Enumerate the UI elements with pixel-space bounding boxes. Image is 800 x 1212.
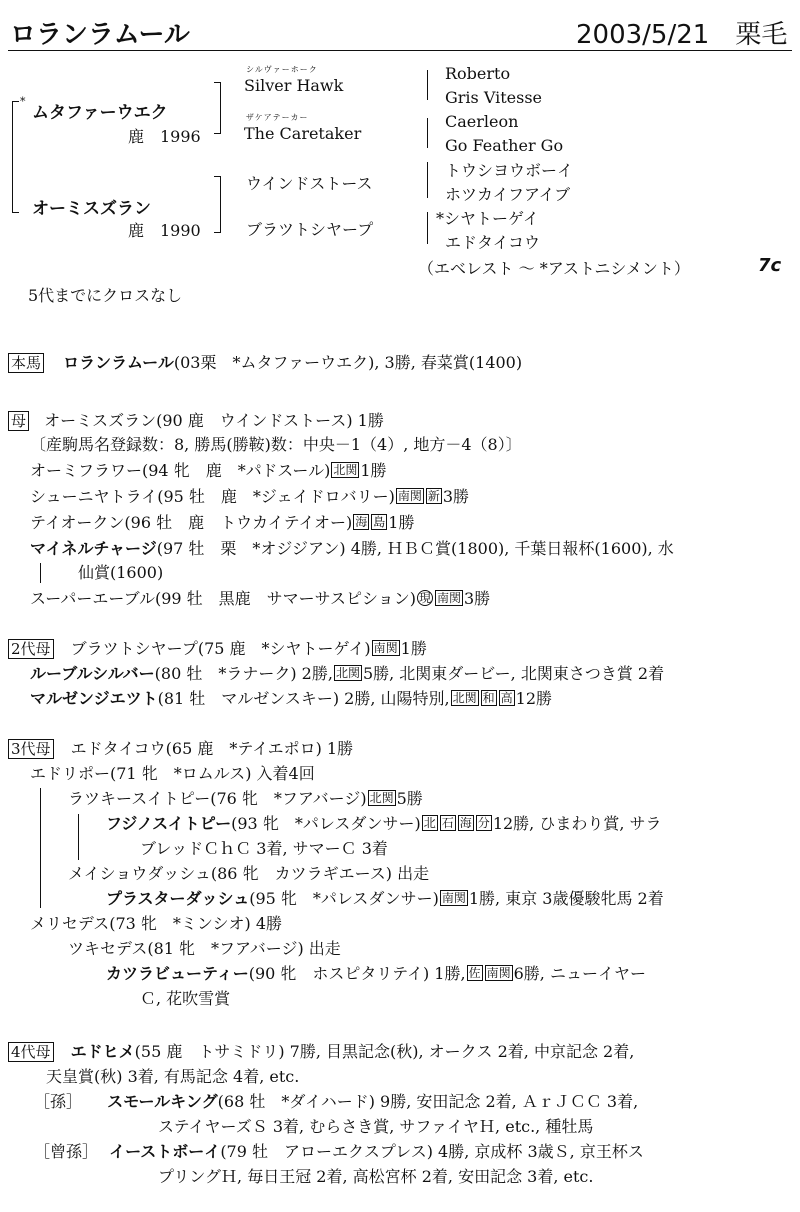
dam-info: 鹿 1990	[128, 221, 201, 240]
brace-gen3	[427, 70, 428, 100]
sire-name: ムタファーウエク	[32, 103, 168, 123]
mother-line	[8, 409, 384, 433]
honba-rest: (03栗 *ムタファーウエク), 3勝, 春菜賞(1400)	[173, 353, 523, 372]
gen2-name: ウインドストース	[246, 174, 373, 193]
dam3-l3-text: (93 牝 *パレスダンサー)	[231, 814, 421, 833]
brace-gen2-dam	[214, 176, 221, 233]
dam3-l5-bold: プラスターダッシュ	[106, 889, 250, 908]
offspring-text: テイオークン(96 牡 鹿 トウカイテイオー)	[30, 513, 353, 532]
region-mark: 南関	[397, 489, 422, 503]
brace-gen3	[427, 118, 428, 148]
greatgrandchild-label: ［曾孫］	[34, 1142, 99, 1161]
greatgrandchild-cont: プリングＨ, 毎日王冠 2着, 高松宮杯 2着, 安田記念 3着, etc.	[158, 1167, 594, 1186]
gen3-name: Gris Vitesse	[445, 88, 543, 107]
offspring-text: (97 牡 栗 *オジジアン) 4勝, ＨＢＣ賞(1800), 千葉日報杯(1600), 水	[156, 539, 674, 558]
horse-name: ロランラムール	[10, 20, 190, 50]
dam-name: オーミスズラン	[32, 199, 151, 219]
region-mark: 分	[477, 816, 490, 830]
cross-note: 5代までにクロスなし	[28, 286, 183, 305]
dam3-l6: メリセデス(73 牝 *ミンシオ) 4勝	[30, 914, 282, 933]
dam3-l3-cont: ブレッドＣｈＣ 3着, サマーＣ 3着	[140, 839, 388, 858]
dam3-l8	[106, 962, 646, 986]
grandchild-cont: ステイヤーズＳ 3着, むらさき賞, サファイヤＨ, etc., 種牡馬	[158, 1117, 594, 1136]
dam3-l3-bold: フジノスイトピー	[106, 814, 232, 833]
dam3-l8-bold: カツラビューティー	[106, 964, 249, 983]
gen2-ruby: シルヴァーホーク	[246, 65, 318, 74]
mother-text: オーミスズラン(90 鹿 ウインドストース) 1勝	[44, 411, 384, 430]
brace-gen1	[12, 101, 19, 213]
dam3-l2-text: ラツキースイトピー(76 牝 *フアバージ)	[68, 789, 367, 808]
label-mother: 母	[8, 411, 29, 431]
grandchild-bold: スモールキング	[107, 1092, 218, 1111]
label-dam4: 4代母	[8, 1042, 54, 1062]
region-mark: 海	[355, 515, 368, 529]
gen3-name: トウシヨウボーイ	[445, 161, 574, 180]
offspring-row	[30, 459, 387, 483]
dam3-l2	[68, 787, 423, 811]
grandchild-label: ［孫］	[34, 1092, 83, 1111]
dam4-text: (55 鹿 トサミドリ) 7勝, 目黒記念(秋), オークス 2着, 中京記念 2着,	[134, 1042, 635, 1061]
descendant-bar	[40, 788, 41, 908]
region-mark: 現	[418, 591, 431, 605]
brace-gen3	[427, 162, 428, 198]
header-rule	[8, 50, 792, 51]
mother-reg: 〔産駒馬名登録数：8, 勝馬(勝鞍)数：中央－1（4）, 地方－4（8）〕	[30, 435, 522, 454]
label-dam2: 2代母	[8, 639, 54, 659]
gen3-name: Caerleon	[445, 112, 519, 131]
brace-gen3	[427, 212, 428, 244]
family-line: （エベレスト ～ *アストニシメント）	[418, 259, 690, 278]
offspring-row	[30, 511, 414, 535]
offspring-bold: マイネルチャージ	[30, 539, 157, 558]
sire-info: 鹿 1996	[128, 127, 201, 146]
dam2-line	[8, 637, 427, 661]
descendant-bar	[78, 814, 79, 860]
region-mark: 南関	[373, 641, 398, 655]
brace-gen2-sire	[214, 82, 221, 134]
dam3-l1: エドリポー(71 牝 *ロムルス) 入着4回	[30, 764, 315, 783]
gen3-name: エドタイコウ	[445, 233, 541, 252]
greatgrandchild-bold: イーストボーイ	[109, 1142, 221, 1161]
dam3-l8-post: 6勝, ニューイヤー	[513, 964, 646, 983]
greatgrandchild-text: (79 牡 アローエクスプレス) 4勝, 京成杯 3歳Ｓ, 京王杯ス	[220, 1142, 644, 1161]
dam2-item	[30, 687, 552, 711]
sire-prefix: *	[20, 95, 26, 108]
gen3-name: *シヤトーゲイ	[436, 209, 539, 228]
offspring-text: オーミフラワー(94 牝 鹿 *パドスール)	[30, 461, 331, 480]
grandchild-row	[34, 1090, 638, 1114]
region-mark: 南関	[486, 966, 511, 980]
family-number: 7c	[758, 255, 782, 276]
region-mark: 北	[423, 816, 436, 830]
offspring-row	[30, 537, 674, 561]
gen3-name: ホツカイフアイブ	[445, 185, 571, 204]
dam4-line	[8, 1040, 634, 1064]
region-mark: 北関	[333, 463, 358, 477]
gen2-name: The Caretaker	[244, 124, 362, 143]
offspring-text: シューニヤトライ(95 牡 鹿 *ジェイドロバリー)	[30, 487, 395, 506]
label-honba: 本馬	[8, 353, 44, 373]
offspring-post: 1勝	[388, 513, 415, 532]
dam3-l5	[106, 887, 664, 911]
label-dam3: 3代母	[8, 739, 54, 759]
honba-line	[8, 351, 522, 375]
gen3-name: Go Feather Go	[445, 136, 564, 155]
dam2-item-post: 5勝, 北関東ダービー, 北関東さつき賞 2着	[362, 664, 665, 683]
dam2-item-text: (81 牡 マルゼンスキー) 2勝, 山陽特別,	[157, 689, 450, 708]
gen2-ruby: ザケアテーカー	[246, 113, 309, 122]
greatgrandchild-row	[34, 1140, 644, 1164]
offspring-post: 3勝	[463, 589, 491, 608]
dam4-cont: 天皇賞(秋) 3着, 有馬記念 4着, etc.	[46, 1067, 300, 1086]
dam3-text: エドタイコウ(65 鹿 *テイエポロ) 1勝	[70, 739, 354, 758]
dam3-l8-text: (90 牝 ホスピタリテイ) 1勝,	[248, 964, 466, 983]
dam2-item	[30, 662, 664, 686]
dam3-l3-post: 12勝, ひまわり賞, サラ	[492, 814, 662, 833]
dam3-l5-post: 1勝, 東京 3歳優駿牝馬 2着	[468, 889, 664, 908]
dam3-l8-cont: Ｃ, 花吹雪賞	[140, 989, 231, 1008]
dam2-item-bold: マルゼンジエツト	[30, 689, 158, 708]
dam3-line	[8, 737, 353, 761]
region-mark: 南関	[441, 891, 466, 905]
gen2-name: Silver Hawk	[244, 76, 344, 95]
dam3-l4: メイショウダッシュ(86 牝 カツラギエース) 出走	[68, 864, 430, 883]
region-mark: 石	[441, 816, 454, 830]
grandchild-text: (68 牡 *ダイハード) 9勝, 安田記念 2着, ＡｒＪＣＣ 3着,	[217, 1092, 639, 1111]
continuation-bar	[40, 563, 41, 583]
dam3-l7: ツキセデス(81 牝 *フアバージ) 出走	[68, 939, 341, 958]
region-mark: 南関	[436, 591, 461, 605]
region-mark: 海	[459, 816, 472, 830]
region-mark: 北関	[369, 791, 394, 805]
dam3-l5-text: (95 牝 *パレスダンサー)	[249, 889, 439, 908]
offspring-post: 3勝	[442, 487, 470, 506]
gen3-name: Roberto	[445, 64, 511, 83]
dam2-item-bold: ルーブルシルバー	[30, 664, 155, 683]
region-mark: 和	[482, 691, 495, 705]
offspring-post: 1勝	[360, 461, 387, 480]
region-mark: 北関	[452, 691, 477, 705]
dam2-post: 1勝	[400, 639, 427, 658]
region-mark: 佐	[468, 966, 481, 980]
region-mark: 島	[373, 515, 386, 529]
offspring-row	[30, 485, 469, 509]
offspring-cont: 仙賞(1600)	[78, 563, 164, 582]
honba-name: ロランラムール	[63, 353, 174, 372]
region-mark: 高	[500, 691, 513, 705]
dam2-text: ブラツトシヤープ(75 鹿 *シヤトーゲイ)	[70, 639, 371, 658]
region-mark: 北関	[335, 666, 360, 680]
offspring-row	[30, 587, 490, 611]
offspring-text: スーパーエーブル(99 牡 黒鹿 サマーサスピション)	[30, 589, 416, 608]
gen2-name: ブラツトシヤープ	[246, 220, 374, 239]
dam4-bold: エドヒメ	[70, 1042, 135, 1061]
region-mark: 新	[427, 489, 440, 503]
dam2-item-text: (80 牡 *ラナーク) 2勝,	[154, 664, 333, 683]
dam2-item-post: 12勝	[515, 689, 553, 708]
dam3-l2-post: 5勝	[396, 789, 423, 808]
date-color: 2003/5/21 栗毛	[576, 20, 788, 50]
dam3-l3	[106, 812, 662, 836]
